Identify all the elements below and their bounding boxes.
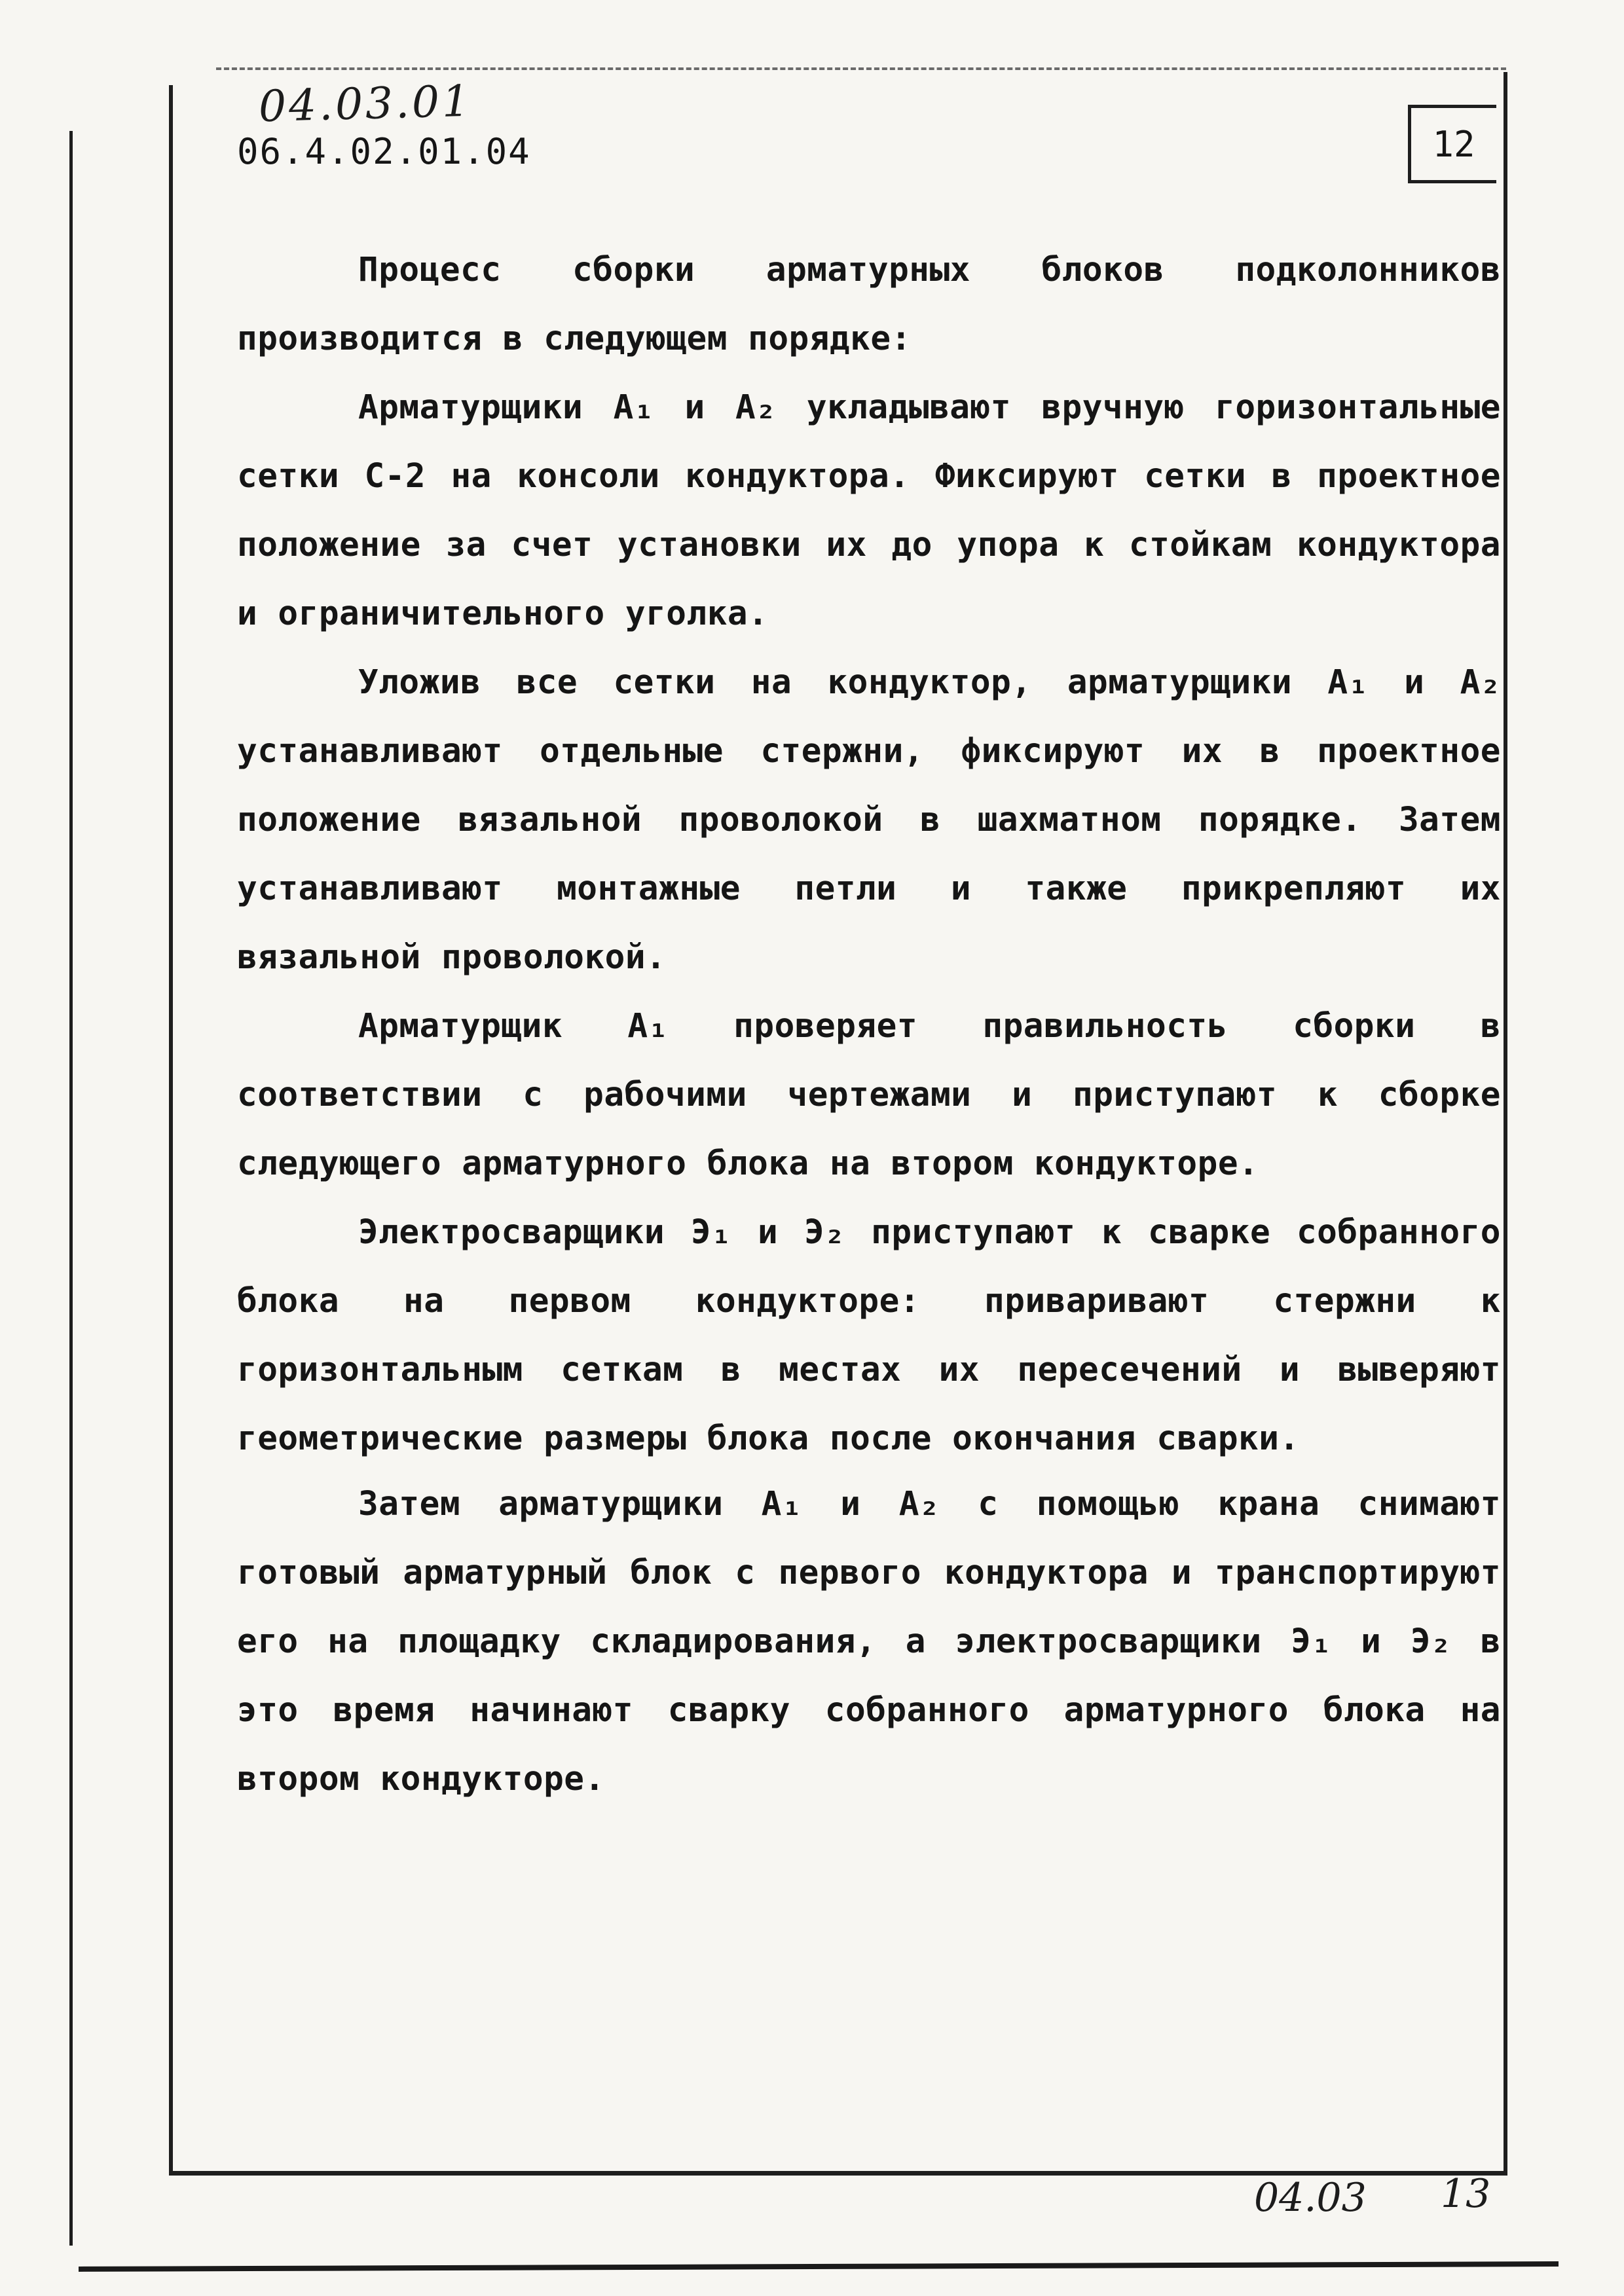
document-code: 06.4.02.01.04 <box>237 131 531 172</box>
paragraph-1: Процесс сборки арматурных блоков подколонников производится в следующем порядке: <box>237 251 1501 358</box>
paragraph-2: Арматурщики А₁ и А₂ укладывают вручную горизонтальные сетки С-2 на консоли кондуктора. Фиксируют сетки в проектное положение за счет установки их до упора к стойкам кондуктора и ограничительного уголка. <box>237 388 1501 633</box>
paragraph-3: Уложив все сетки на кондуктор, арматурщики А₁ и А₂ устанавливают отдельные стержни, фиксируют их в проектное положение вязальной проволокой в шахматном порядке. Затем устанавливают монтажные петли и также прикрепляют их вязальной проволокой. <box>237 663 1501 977</box>
handwritten-code: 04.03.01 <box>258 75 473 132</box>
frame-right-border <box>1504 72 1507 2175</box>
page-number: 12 <box>1432 123 1475 165</box>
handwritten-page: 13 <box>1441 2171 1491 2217</box>
frame-top-border <box>216 67 1506 70</box>
bottom-rule <box>79 2261 1559 2272</box>
paragraph-4: Арматурщик А₁ проверяет правильность сборки в соответствии с рабочими чертежами и приступают к сборке следующего арматурного блока на втором кондукторе. <box>237 1007 1501 1183</box>
page-number-box <box>1408 105 1496 183</box>
handwritten-date: 04.03 <box>1254 2175 1367 2221</box>
frame-left-border <box>169 85 173 2175</box>
paragraph-5: Электросварщики Э₁ и Э₂ приступают к сварке собранного блока на первом кондукторе: приваривают стержни к горизонтальным сеткам в местах их пересечений и выверяют геометрические размеры блока после окончания сварки. <box>237 1213 1501 1458</box>
binding-line <box>69 131 73 2246</box>
paragraph-6: Затем арматурщики А₁ и А₂ с помощью крана снимают готовый арматурный блок с первого кондуктора и транспортируют его на площадку складирования, а электросварщики Э₁ и Э₂ в это время начинают сварку собранного арматурного блока на втором кондукторе. <box>237 1485 1501 1798</box>
